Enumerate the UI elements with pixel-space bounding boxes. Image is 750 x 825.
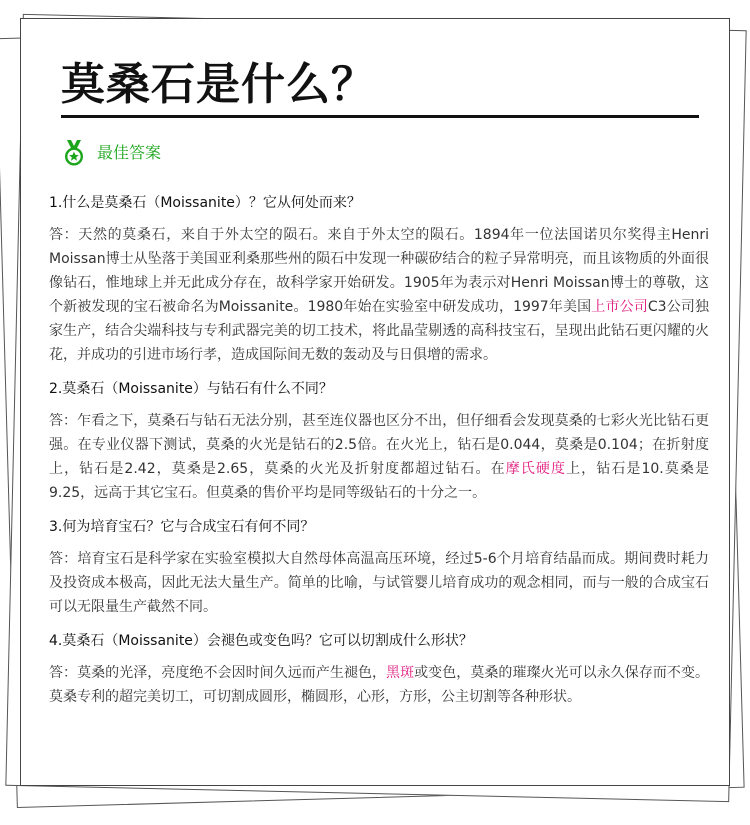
answer-1-text-b: C3公司独家生产，结合尖端科技与专利武器完美的切工技术，将此晶莹剔透的高科技宝石，呈现出此钻石更闪耀的火花，并成功的引进市场行孝，造成国际间无数的轰动及与日俱增的需求。 xyxy=(49,299,709,363)
document-card xyxy=(20,18,730,786)
link-listed-company[interactable]: 上市公司 xyxy=(591,299,648,315)
question-4: 4.莫桑石（Moissanite）会褪色或变色吗？它可以切割成什么形状？ xyxy=(49,633,473,649)
link-mohs-hardness[interactable]: 摩氏硬度 xyxy=(505,461,567,477)
question-3: 3.何为培育宝石？它与合成宝石有何不同？ xyxy=(49,519,315,535)
answer-3 xyxy=(49,547,709,619)
best-answer-label: 最佳答案 xyxy=(97,143,162,162)
answer-4 xyxy=(49,661,709,709)
question-1: 1.什么是莫桑石（Moissanite）？它从何处而来？ xyxy=(49,195,361,211)
answer-4-text-b: 或变色，莫桑的璀璨火光可以永久保存而不变。莫桑专利的超完美切工，可切割成圆形，椭圆形，心形，方形，公主切割等各种形状。 xyxy=(49,665,710,705)
link-black-spots[interactable]: 黑斑 xyxy=(386,665,415,681)
page-title: 莫桑石是什么？ xyxy=(61,59,376,110)
qa-section-1 xyxy=(49,191,709,367)
answer-2 xyxy=(49,409,709,505)
answer-1-text-a: 答：天然的莫桑石，来自于外太空的陨石。来自于外太空的陨石。1894年一位法国诺贝尔奖得主Henri Moissan博士从坠落于美国亚利桑那些州的陨石中发现一种碳矽结合的粒子异常明亮，而且该物质的外面很像钻石，惟地球上并无此成分存在，故科学家开始研发。1905年为表示对Henri Moissan博士的尊敬，这个新被发现的宝石被命名为Moissanite。1980年始在实验室中研发成功，1997年美国 xyxy=(49,227,709,315)
answer-2-text-b: 上，钻石是10.莫桑是9.25，远高于其它宝石。但莫桑的售价平均是同等级钻石的十分之一。 xyxy=(49,461,710,501)
qa-section-3 xyxy=(49,515,709,619)
question-2: 2.莫桑石（Moissanite）与钻石有什么不同？ xyxy=(49,381,333,397)
qa-content xyxy=(49,191,709,719)
title-divider xyxy=(61,115,699,118)
qa-section-2 xyxy=(49,377,709,505)
answer-4-text-a: 答：莫桑的光泽，亮度绝不会因时间久远而产生褪色， xyxy=(49,665,387,681)
qa-section-4 xyxy=(49,629,709,709)
answer-2-text-a: 答：乍看之下，莫桑石与钻石无法分别，甚至连仪器也区分不出，但仔细看会发现莫桑的七彩火光比钻石更强。在专业仪器下测试，莫桑的火光是钻石的2.5倍。在火光上，钻石是0.044，莫桑是0.104；在折射度上，钻石是2.42，莫桑是2.65，莫桑的火光及折射度都超过钻石。在 xyxy=(49,413,709,477)
answer-1 xyxy=(49,223,709,367)
best-answer-header xyxy=(61,139,161,167)
answer-3-text: 答：培育宝石是科学家在实验室模拟大自然母体高温高压环境，经过5-6个月培育结晶而成。期间费时耗力及投资成本极高，因此无法大量生产。简单的比喻，与试管婴儿培育成功的观念相同，而与一般的合成宝石可以无限量生产截然不同。 xyxy=(49,551,709,615)
medal-icon xyxy=(61,139,87,167)
